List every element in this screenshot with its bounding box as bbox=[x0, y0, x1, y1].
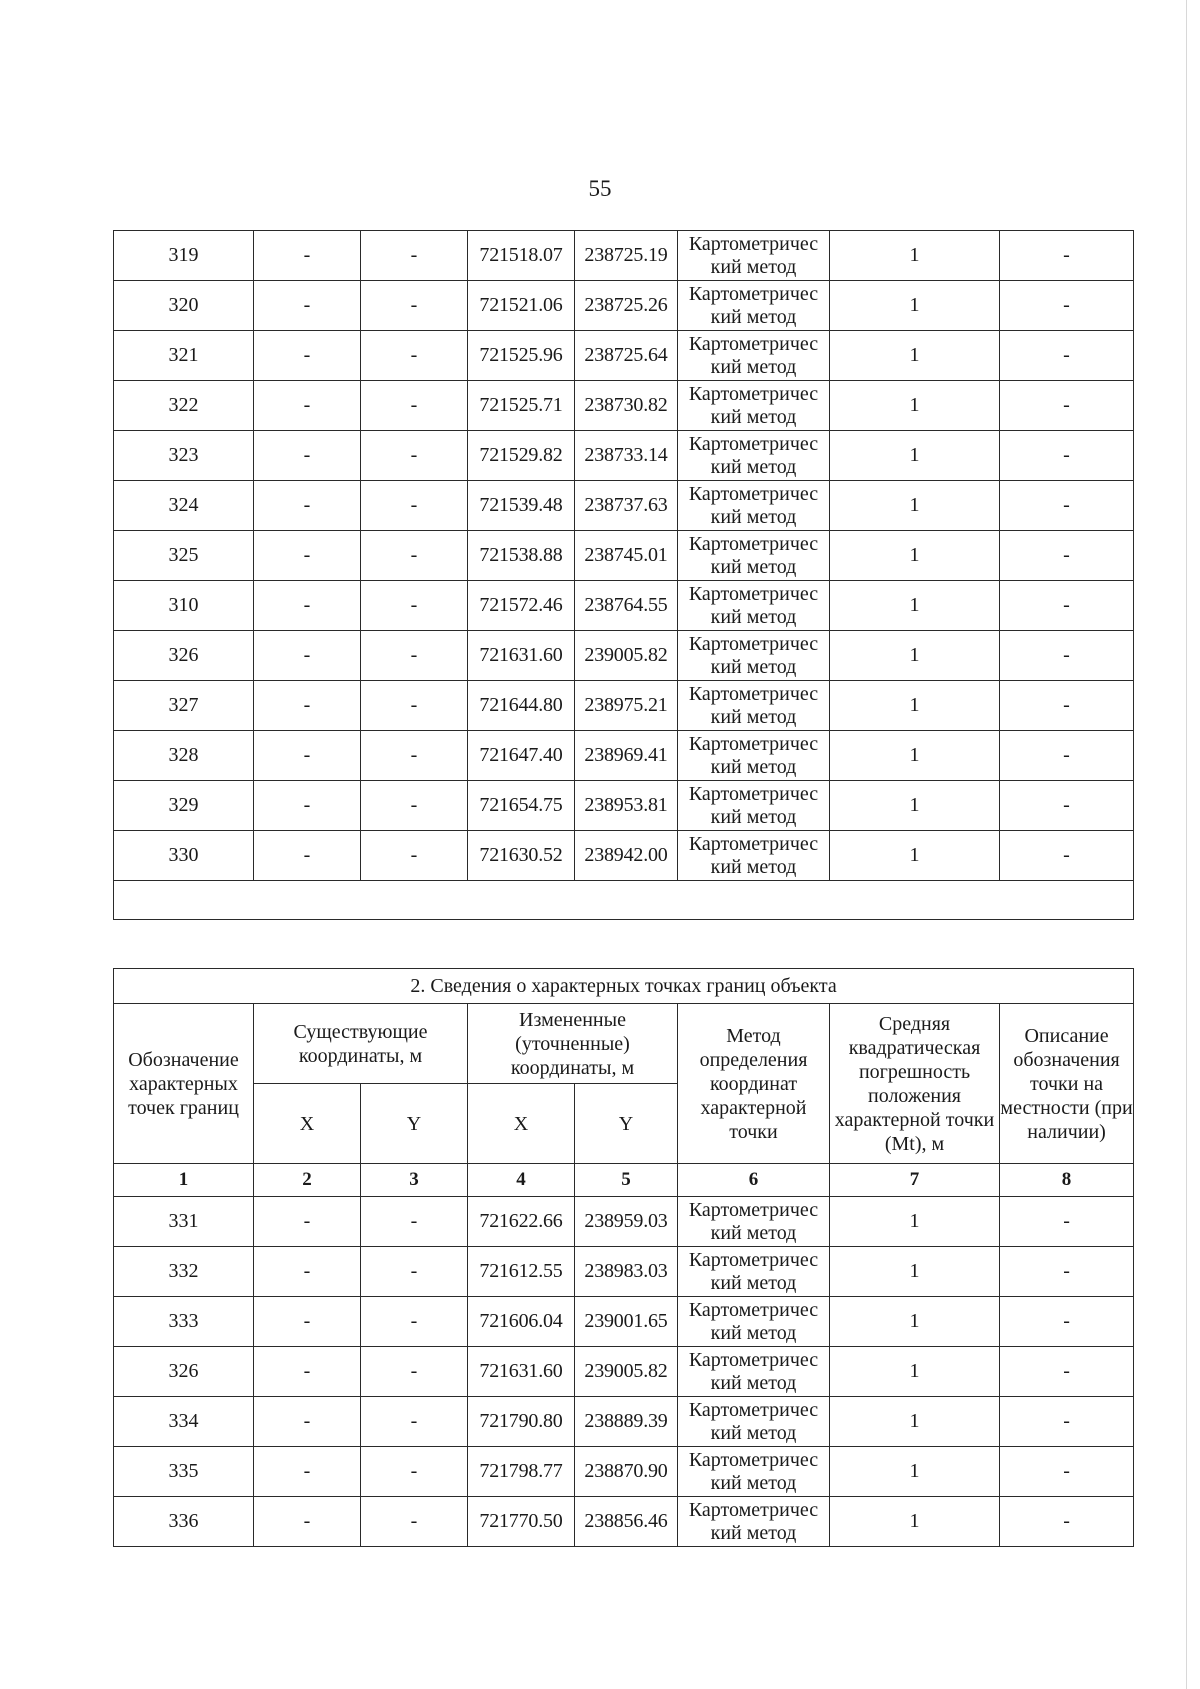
existing-y-cell: - bbox=[361, 1347, 468, 1397]
method-line-1: Картометричес bbox=[688, 1248, 819, 1271]
x-coordinate-cell: 721644.80 bbox=[468, 681, 575, 731]
description-cell: - bbox=[1000, 681, 1134, 731]
point-id-cell: 324 bbox=[114, 481, 254, 531]
table-row bbox=[114, 681, 1134, 731]
existing-x-cell: - bbox=[254, 1297, 361, 1347]
method-line-2: кий метод bbox=[710, 255, 797, 278]
method-cell bbox=[678, 431, 830, 481]
mt-cell: 1 bbox=[830, 1247, 1000, 1297]
description-cell: - bbox=[1000, 1347, 1134, 1397]
method-line-1: Картометричес bbox=[688, 582, 819, 605]
x-coordinate-cell: 721622.66 bbox=[468, 1197, 575, 1247]
existing-y-cell: - bbox=[361, 581, 468, 631]
method-cell bbox=[678, 1347, 830, 1397]
table-row bbox=[114, 1247, 1134, 1297]
point-id-cell: 310 bbox=[114, 581, 254, 631]
existing-x-cell: - bbox=[254, 381, 361, 431]
existing-y-cell: - bbox=[361, 1247, 468, 1297]
table-row bbox=[114, 831, 1134, 881]
method-line-2: кий метод bbox=[710, 1271, 797, 1294]
y-coordinate-cell: 238725.26 bbox=[575, 281, 678, 331]
table-row bbox=[114, 1447, 1134, 1497]
x-coordinate-cell: 721612.55 bbox=[468, 1247, 575, 1297]
header-method: Метод определения координат характерной точки bbox=[678, 1004, 830, 1164]
method-cell bbox=[678, 781, 830, 831]
existing-x-cell: - bbox=[254, 331, 361, 381]
mt-cell: 1 bbox=[830, 781, 1000, 831]
point-id-cell: 336 bbox=[114, 1497, 254, 1547]
mt-cell: 1 bbox=[830, 681, 1000, 731]
method-line-2: кий метод bbox=[710, 1521, 797, 1544]
existing-y-cell: - bbox=[361, 1497, 468, 1547]
mt-cell: 1 bbox=[830, 1447, 1000, 1497]
point-id-cell: 329 bbox=[114, 781, 254, 831]
method-line-2: кий метод bbox=[710, 605, 797, 628]
existing-x-cell: - bbox=[254, 831, 361, 881]
table-row bbox=[114, 581, 1134, 631]
x-coordinate-cell: 721630.52 bbox=[468, 831, 575, 881]
boundary-points-table bbox=[113, 968, 1134, 1547]
mt-cell: 1 bbox=[830, 831, 1000, 881]
point-id-cell: 335 bbox=[114, 1447, 254, 1497]
table-row bbox=[114, 381, 1134, 431]
table1-empty-row bbox=[114, 881, 1134, 920]
method-cell bbox=[678, 581, 830, 631]
mt-cell: 1 bbox=[830, 231, 1000, 281]
description-cell: - bbox=[1000, 831, 1134, 881]
method-line-2: кий метод bbox=[710, 355, 797, 378]
page-edge-divider bbox=[1186, 0, 1187, 1689]
y-coordinate-cell: 238889.39 bbox=[575, 1397, 678, 1447]
x-coordinate-cell: 721539.48 bbox=[468, 481, 575, 531]
column-number: 2 bbox=[254, 1164, 361, 1197]
description-cell: - bbox=[1000, 1247, 1134, 1297]
description-cell: - bbox=[1000, 1197, 1134, 1247]
y-coordinate-cell: 239005.82 bbox=[575, 631, 678, 681]
existing-x-cell: - bbox=[254, 581, 361, 631]
existing-x-cell: - bbox=[254, 781, 361, 831]
existing-y-cell: - bbox=[361, 481, 468, 531]
method-cell bbox=[678, 731, 830, 781]
method-line-1: Картометричес bbox=[688, 682, 819, 705]
mt-cell: 1 bbox=[830, 581, 1000, 631]
method-line-1: Картометричес bbox=[688, 1398, 819, 1421]
existing-y-cell: - bbox=[361, 431, 468, 481]
header-mt: Средняя квадратическая погрешность положения характерной точки (Mt), м bbox=[830, 1004, 1000, 1164]
existing-x-cell: - bbox=[254, 1497, 361, 1547]
point-id-cell: 326 bbox=[114, 1347, 254, 1397]
column-number-row bbox=[114, 1164, 1134, 1197]
x-coordinate-cell: 721538.88 bbox=[468, 531, 575, 581]
mt-cell: 1 bbox=[830, 731, 1000, 781]
y-coordinate-cell: 238730.82 bbox=[575, 381, 678, 431]
header-existing-x: X bbox=[254, 1084, 361, 1164]
method-line-1: Картометричес bbox=[688, 832, 819, 855]
description-cell: - bbox=[1000, 231, 1134, 281]
table-row bbox=[114, 631, 1134, 681]
y-coordinate-cell: 238856.46 bbox=[575, 1497, 678, 1547]
method-cell bbox=[678, 631, 830, 681]
method-line-2: кий метод bbox=[710, 755, 797, 778]
method-cell bbox=[678, 1197, 830, 1247]
method-line-1: Картометричес bbox=[688, 282, 819, 305]
mt-cell: 1 bbox=[830, 1397, 1000, 1447]
mt-cell: 1 bbox=[830, 431, 1000, 481]
y-coordinate-cell: 238983.03 bbox=[575, 1247, 678, 1297]
table1-body bbox=[114, 231, 1134, 920]
x-coordinate-cell: 721631.60 bbox=[468, 631, 575, 681]
existing-y-cell: - bbox=[361, 281, 468, 331]
method-cell bbox=[678, 481, 830, 531]
point-id-cell: 327 bbox=[114, 681, 254, 731]
table-row bbox=[114, 1197, 1134, 1247]
existing-y-cell: - bbox=[361, 781, 468, 831]
method-line-2: кий метод bbox=[710, 555, 797, 578]
method-cell bbox=[678, 231, 830, 281]
table-row bbox=[114, 1347, 1134, 1397]
method-cell bbox=[678, 531, 830, 581]
point-id-cell: 332 bbox=[114, 1247, 254, 1297]
empty-cell bbox=[114, 881, 1134, 920]
method-line-1: Картометричес bbox=[688, 382, 819, 405]
existing-y-cell: - bbox=[361, 631, 468, 681]
existing-x-cell: - bbox=[254, 1247, 361, 1297]
method-cell bbox=[678, 381, 830, 431]
header-existing-coords: Существующие координаты, м bbox=[254, 1004, 468, 1084]
section-title: 2. Сведения о характерных точках границ объекта bbox=[114, 969, 1134, 1004]
method-line-2: кий метод bbox=[710, 1471, 797, 1494]
x-coordinate-cell: 721521.06 bbox=[468, 281, 575, 331]
mt-cell: 1 bbox=[830, 1347, 1000, 1397]
table2-body bbox=[114, 969, 1134, 1547]
point-id-cell: 325 bbox=[114, 531, 254, 581]
x-coordinate-cell: 721529.82 bbox=[468, 431, 575, 481]
description-cell: - bbox=[1000, 1497, 1134, 1547]
method-line-2: кий метод bbox=[710, 655, 797, 678]
description-cell: - bbox=[1000, 1447, 1134, 1497]
coordinates-table-continued bbox=[113, 230, 1134, 920]
method-line-2: кий метод bbox=[710, 1371, 797, 1394]
method-line-1: Картометричес bbox=[688, 432, 819, 455]
method-cell bbox=[678, 1447, 830, 1497]
y-coordinate-cell: 238764.55 bbox=[575, 581, 678, 631]
y-coordinate-cell: 238942.00 bbox=[575, 831, 678, 881]
y-coordinate-cell: 238737.63 bbox=[575, 481, 678, 531]
method-line-2: кий метод bbox=[710, 405, 797, 428]
column-number: 6 bbox=[678, 1164, 830, 1197]
existing-x-cell: - bbox=[254, 731, 361, 781]
method-cell bbox=[678, 831, 830, 881]
table-row bbox=[114, 331, 1134, 381]
method-line-2: кий метод bbox=[710, 505, 797, 528]
y-coordinate-cell: 238975.21 bbox=[575, 681, 678, 731]
existing-x-cell: - bbox=[254, 281, 361, 331]
point-id-cell: 326 bbox=[114, 631, 254, 681]
method-cell bbox=[678, 1497, 830, 1547]
y-coordinate-cell: 238725.64 bbox=[575, 331, 678, 381]
existing-y-cell: - bbox=[361, 731, 468, 781]
description-cell: - bbox=[1000, 431, 1134, 481]
existing-x-cell: - bbox=[254, 631, 361, 681]
x-coordinate-cell: 721654.75 bbox=[468, 781, 575, 831]
mt-cell: 1 bbox=[830, 481, 1000, 531]
column-number: 4 bbox=[468, 1164, 575, 1197]
description-cell: - bbox=[1000, 781, 1134, 831]
x-coordinate-cell: 721518.07 bbox=[468, 231, 575, 281]
existing-y-cell: - bbox=[361, 1447, 468, 1497]
existing-y-cell: - bbox=[361, 831, 468, 881]
method-line-1: Картометричес bbox=[688, 532, 819, 555]
method-line-1: Картометричес bbox=[688, 1448, 819, 1471]
y-coordinate-cell: 238725.19 bbox=[575, 231, 678, 281]
point-id-cell: 319 bbox=[114, 231, 254, 281]
mt-cell: 1 bbox=[830, 1297, 1000, 1347]
method-line-1: Картометричес bbox=[688, 782, 819, 805]
x-coordinate-cell: 721790.80 bbox=[468, 1397, 575, 1447]
mt-cell: 1 bbox=[830, 381, 1000, 431]
y-coordinate-cell: 238953.81 bbox=[575, 781, 678, 831]
header-changed-x: X bbox=[468, 1084, 575, 1164]
x-coordinate-cell: 721798.77 bbox=[468, 1447, 575, 1497]
method-line-2: кий метод bbox=[710, 1321, 797, 1344]
existing-x-cell: - bbox=[254, 481, 361, 531]
existing-x-cell: - bbox=[254, 1397, 361, 1447]
existing-x-cell: - bbox=[254, 1197, 361, 1247]
description-cell: - bbox=[1000, 1397, 1134, 1447]
table-row bbox=[114, 1297, 1134, 1347]
description-cell: - bbox=[1000, 731, 1134, 781]
table-row bbox=[114, 231, 1134, 281]
existing-x-cell: - bbox=[254, 681, 361, 731]
mt-cell: 1 bbox=[830, 331, 1000, 381]
existing-y-cell: - bbox=[361, 681, 468, 731]
existing-y-cell: - bbox=[361, 381, 468, 431]
y-coordinate-cell: 239005.82 bbox=[575, 1347, 678, 1397]
x-coordinate-cell: 721525.96 bbox=[468, 331, 575, 381]
x-coordinate-cell: 721647.40 bbox=[468, 731, 575, 781]
description-cell: - bbox=[1000, 381, 1134, 431]
y-coordinate-cell: 238959.03 bbox=[575, 1197, 678, 1247]
column-number: 3 bbox=[361, 1164, 468, 1197]
method-line-1: Картометричес bbox=[688, 482, 819, 505]
existing-x-cell: - bbox=[254, 231, 361, 281]
header-changed-coords: Измененные (уточненные) координаты, м bbox=[468, 1004, 678, 1084]
existing-x-cell: - bbox=[254, 531, 361, 581]
page-number: 55 bbox=[588, 176, 612, 201]
column-number: 5 bbox=[575, 1164, 678, 1197]
method-line-1: Картометричес bbox=[688, 1198, 819, 1221]
point-id-cell: 321 bbox=[114, 331, 254, 381]
mt-cell: 1 bbox=[830, 281, 1000, 331]
column-number: 8 bbox=[1000, 1164, 1134, 1197]
table-row bbox=[114, 731, 1134, 781]
table-row bbox=[114, 431, 1134, 481]
header-changed-y: Y bbox=[575, 1084, 678, 1164]
method-line-1: Картометричес bbox=[688, 232, 819, 255]
description-cell: - bbox=[1000, 1297, 1134, 1347]
existing-x-cell: - bbox=[254, 1447, 361, 1497]
header-point: Обозначение характерных точек границ bbox=[114, 1004, 254, 1164]
table-row bbox=[114, 1497, 1134, 1547]
method-cell bbox=[678, 1297, 830, 1347]
description-cell: - bbox=[1000, 481, 1134, 531]
existing-x-cell: - bbox=[254, 1347, 361, 1397]
point-id-cell: 320 bbox=[114, 281, 254, 331]
mt-cell: 1 bbox=[830, 631, 1000, 681]
y-coordinate-cell: 238745.01 bbox=[575, 531, 678, 581]
point-id-cell: 331 bbox=[114, 1197, 254, 1247]
description-cell: - bbox=[1000, 281, 1134, 331]
description-cell: - bbox=[1000, 531, 1134, 581]
method-line-1: Картометричес bbox=[688, 332, 819, 355]
method-line-1: Картометричес bbox=[688, 1298, 819, 1321]
method-cell bbox=[678, 281, 830, 331]
mt-cell: 1 bbox=[830, 1497, 1000, 1547]
existing-y-cell: - bbox=[361, 1397, 468, 1447]
method-cell bbox=[678, 1397, 830, 1447]
mt-cell: 1 bbox=[830, 1197, 1000, 1247]
point-id-cell: 330 bbox=[114, 831, 254, 881]
column-number: 1 bbox=[114, 1164, 254, 1197]
point-id-cell: 328 bbox=[114, 731, 254, 781]
x-coordinate-cell: 721631.60 bbox=[468, 1347, 575, 1397]
y-coordinate-cell: 238870.90 bbox=[575, 1447, 678, 1497]
method-cell bbox=[678, 1247, 830, 1297]
point-id-cell: 333 bbox=[114, 1297, 254, 1347]
table-row bbox=[114, 1397, 1134, 1447]
mt-cell: 1 bbox=[830, 531, 1000, 581]
method-line-1: Картометричес bbox=[688, 732, 819, 755]
x-coordinate-cell: 721525.71 bbox=[468, 381, 575, 431]
existing-y-cell: - bbox=[361, 531, 468, 581]
point-id-cell: 334 bbox=[114, 1397, 254, 1447]
method-line-2: кий метод bbox=[710, 455, 797, 478]
x-coordinate-cell: 721572.46 bbox=[468, 581, 575, 631]
y-coordinate-cell: 239001.65 bbox=[575, 1297, 678, 1347]
description-cell: - bbox=[1000, 331, 1134, 381]
header-description: Описание обозначения точки на местности (при наличии) bbox=[1000, 1004, 1134, 1164]
header-existing-y: Y bbox=[361, 1084, 468, 1164]
table-row bbox=[114, 481, 1134, 531]
method-line-2: кий метод bbox=[710, 855, 797, 878]
x-coordinate-cell: 721770.50 bbox=[468, 1497, 575, 1547]
table-row bbox=[114, 531, 1134, 581]
existing-y-cell: - bbox=[361, 231, 468, 281]
x-coordinate-cell: 721606.04 bbox=[468, 1297, 575, 1347]
method-line-2: кий метод bbox=[710, 1221, 797, 1244]
method-line-1: Картометричес bbox=[688, 1498, 819, 1521]
method-cell bbox=[678, 331, 830, 381]
description-cell: - bbox=[1000, 631, 1134, 681]
y-coordinate-cell: 238969.41 bbox=[575, 731, 678, 781]
method-line-2: кий метод bbox=[710, 805, 797, 828]
method-line-2: кий метод bbox=[710, 1421, 797, 1444]
method-line-1: Картометричес bbox=[688, 632, 819, 655]
existing-y-cell: - bbox=[361, 1297, 468, 1347]
table-row bbox=[114, 781, 1134, 831]
existing-y-cell: - bbox=[361, 331, 468, 381]
point-id-cell: 323 bbox=[114, 431, 254, 481]
description-cell: - bbox=[1000, 581, 1134, 631]
table-row bbox=[114, 281, 1134, 331]
y-coordinate-cell: 238733.14 bbox=[575, 431, 678, 481]
method-line-2: кий метод bbox=[710, 705, 797, 728]
point-id-cell: 322 bbox=[114, 381, 254, 431]
column-number: 7 bbox=[830, 1164, 1000, 1197]
existing-y-cell: - bbox=[361, 1197, 468, 1247]
existing-x-cell: - bbox=[254, 431, 361, 481]
method-line-2: кий метод bbox=[710, 305, 797, 328]
method-line-1: Картометричес bbox=[688, 1348, 819, 1371]
method-cell bbox=[678, 681, 830, 731]
